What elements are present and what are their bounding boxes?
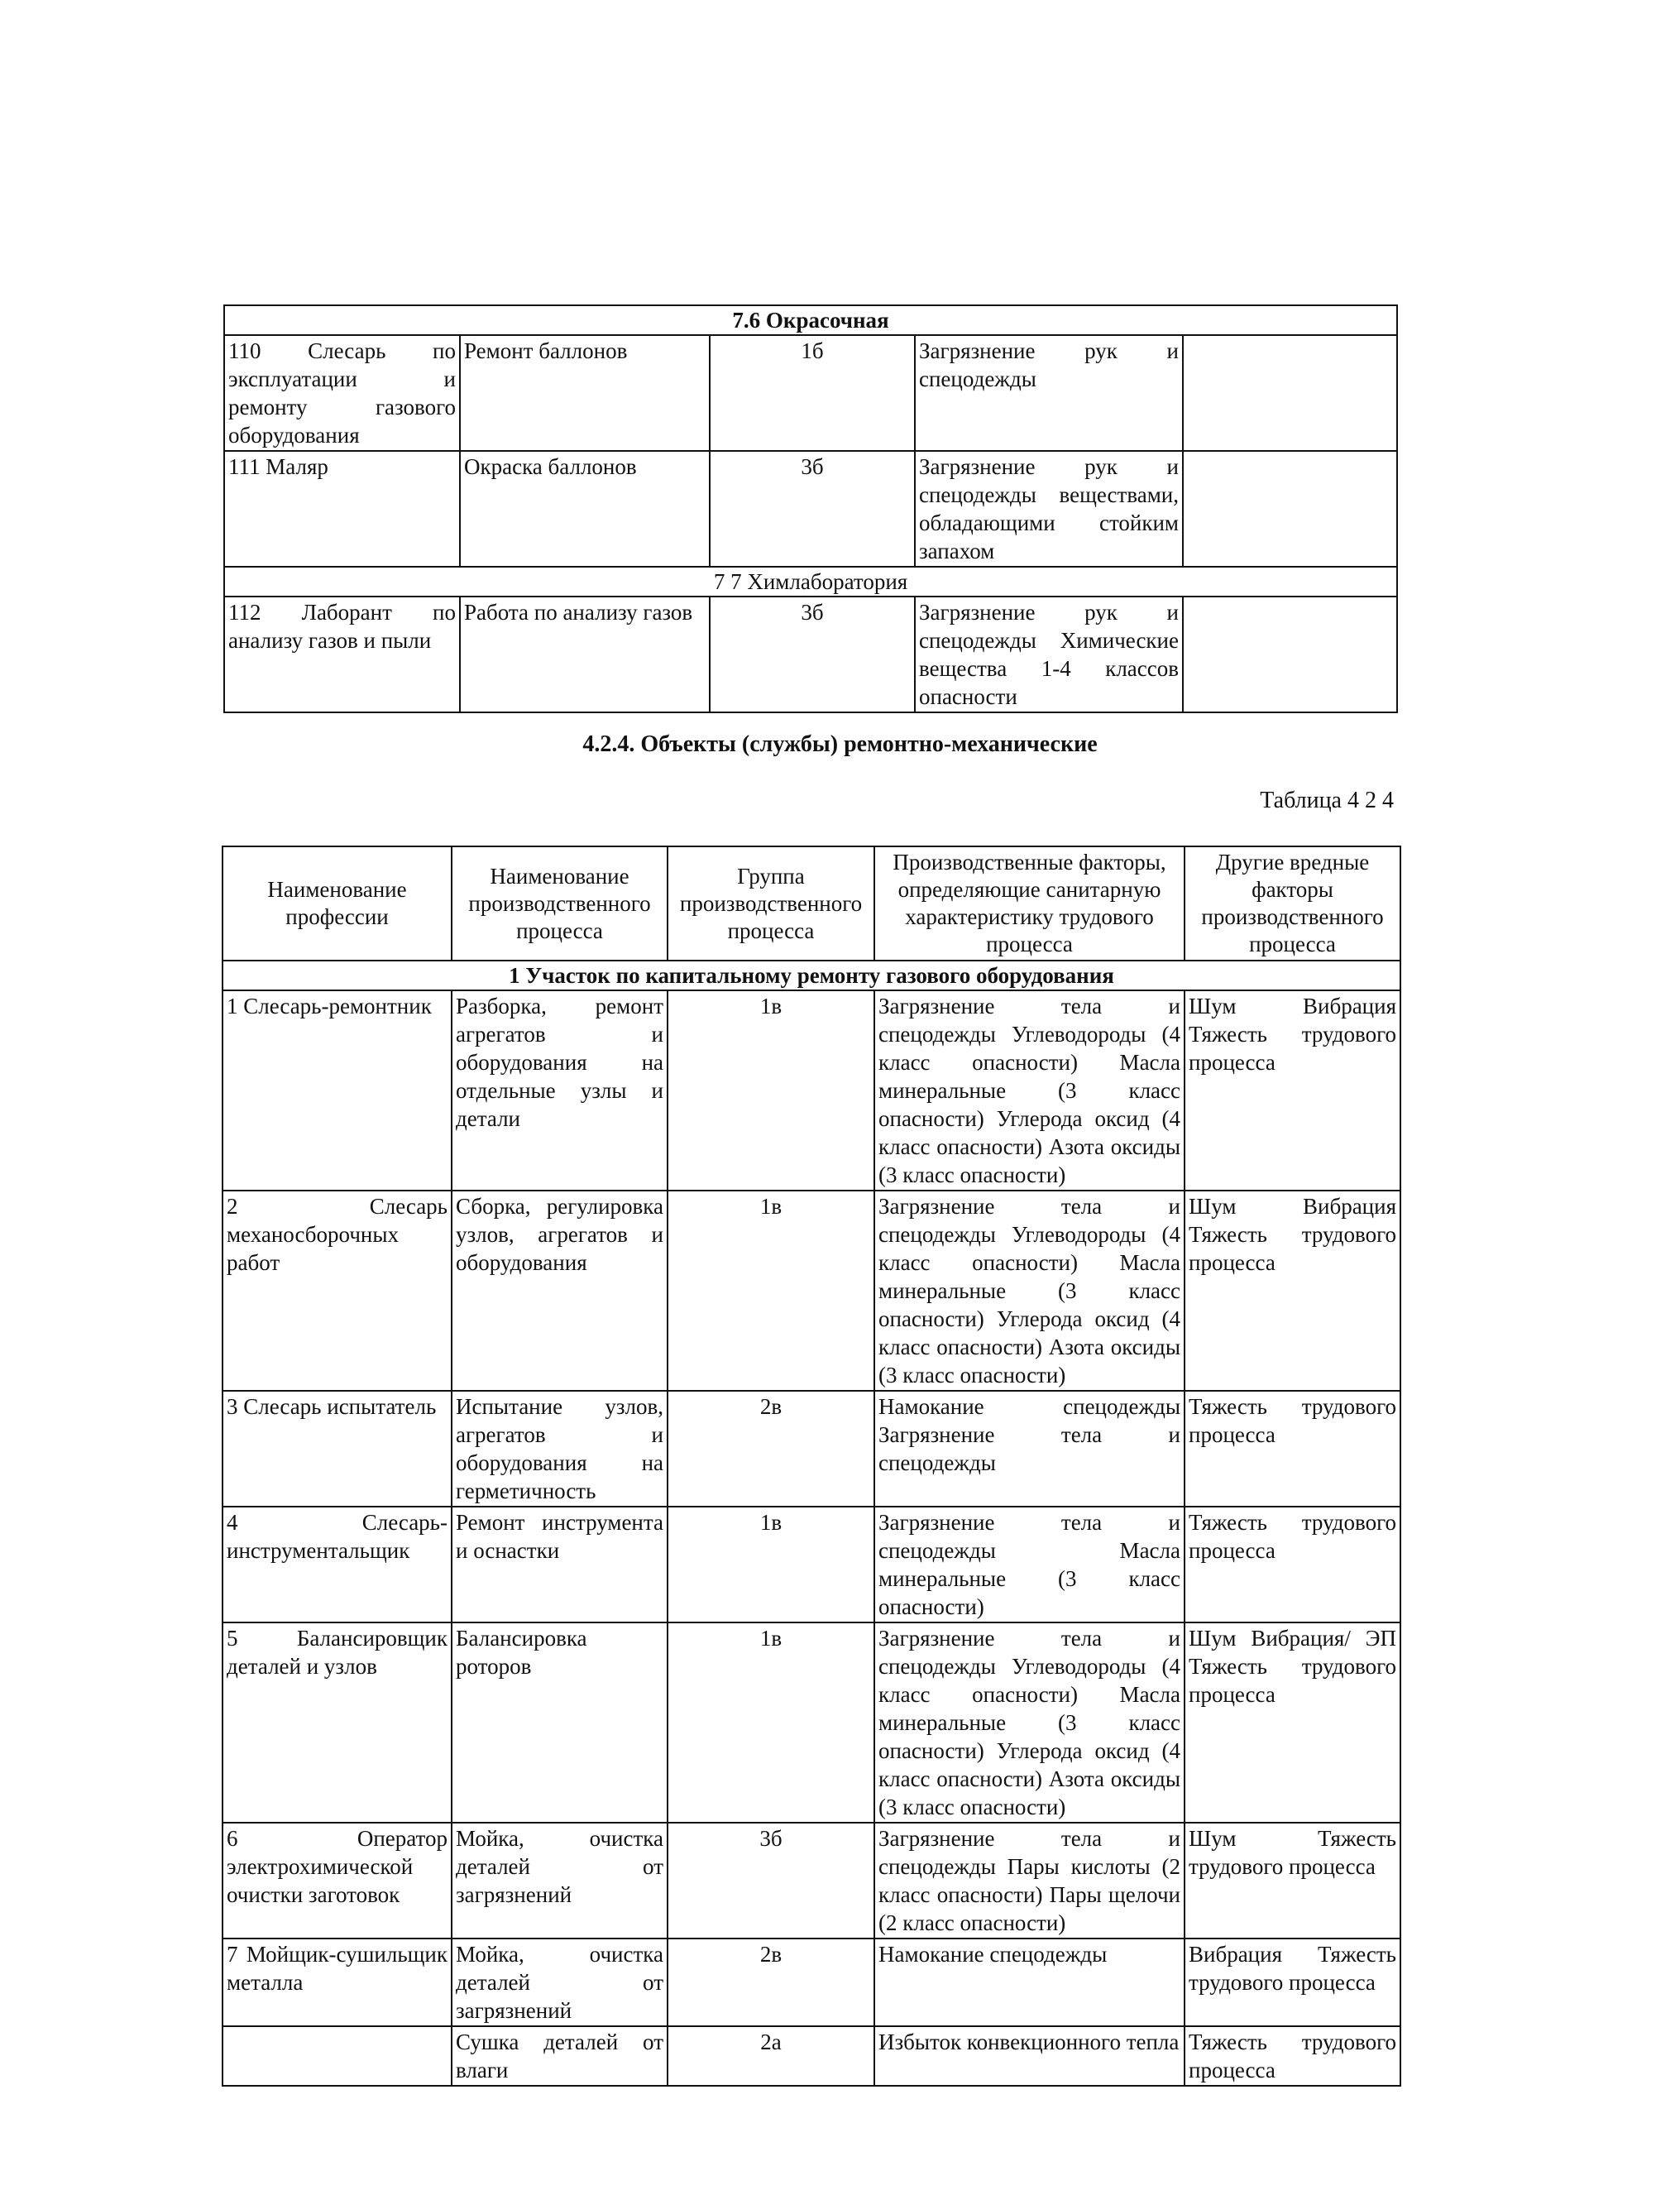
table-row xyxy=(223,1622,1400,1823)
section-title: 7 7 Химлаборатория xyxy=(224,567,1397,597)
cell-group: 3б xyxy=(710,597,915,712)
cell-factors: Загрязнение рук и спецодежды веществами, обладающими стойким запахом xyxy=(915,451,1183,567)
cell-other: Тяжесть трудового процесса xyxy=(1185,1507,1400,1622)
cell-profession: 7 Мойщик-сушильщик металла xyxy=(223,1939,452,2026)
header-profession: Наименование профессии xyxy=(223,846,452,961)
header-other: Другие вредные факторы производственного процесса xyxy=(1185,846,1400,961)
cell-process: Работа по анализу газов xyxy=(460,597,710,712)
table-row xyxy=(224,451,1397,567)
section-row xyxy=(223,961,1400,990)
cell-other: Шум Тяжесть трудового процесса xyxy=(1185,1823,1400,1939)
cell-process: Балансировка роторов xyxy=(452,1622,668,1823)
section-title: 7.6 Окрасочная xyxy=(224,305,1397,335)
cell-other xyxy=(1183,451,1397,567)
table-row xyxy=(223,1391,1400,1507)
table-row xyxy=(223,1939,1400,2026)
cell-profession: 2 Слесарь механосборочных работ xyxy=(223,1191,452,1391)
cell-factors: Загрязнение тела и спецодежды Углеводороды (4 класс опасности) Масла минеральные (3 класс опасности) Углерода оксид (4 класс опасности) Азота оксиды (3 класс опасности) xyxy=(874,1622,1185,1823)
table-row xyxy=(224,335,1397,451)
cell-profession: 1 Слесарь-ремонтник xyxy=(223,990,452,1191)
header-process: Наименование производственного процесса xyxy=(452,846,668,961)
section-title: 1 Участок по капитальному ремонту газового оборудования xyxy=(223,961,1400,990)
cell-group: 1б xyxy=(710,335,915,451)
section-heading: 4.2.4. Объекты (службы) ремонтно-механические xyxy=(582,731,1098,757)
cell-other: Шум Вибрация Тяжесть трудового процесса xyxy=(1185,1191,1400,1391)
cell-profession: 5 Балансировщик деталей и узлов xyxy=(223,1622,452,1823)
cell-other: Тяжесть трудового процесса xyxy=(1185,2026,1400,2086)
cell-group: 3б xyxy=(710,451,915,567)
header-factors: Производственные факторы, определяющие санитарную характеристику трудового процесса xyxy=(874,846,1185,961)
cell-profession: 110 Слесарь по эксплуатации и ремонту газового оборудования xyxy=(224,335,460,451)
table-row xyxy=(223,1507,1400,1622)
cell-profession: 3 Слесарь испытатель xyxy=(223,1391,452,1507)
cell-factors: Загрязнение тела и спецодежды Углеводороды (4 класс опасности) Масла минеральные (3 класс опасности) Углерода оксид (4 класс опасности) Азота оксиды (3 класс опасности) xyxy=(874,1191,1185,1391)
section-row xyxy=(224,305,1397,335)
cell-group: 1в xyxy=(668,1507,874,1622)
cell-factors: Загрязнение тела и спецодежды Углеводороды (4 класс опасности) Масла минеральные (3 класс опасности) Углерода оксид (4 класс опасности) Азота оксиды (3 класс опасности) xyxy=(874,990,1185,1191)
cell-group: 2в xyxy=(668,1939,874,2026)
section-row xyxy=(224,567,1397,597)
cell-other: Вибрация Тяжесть трудового процесса xyxy=(1185,1939,1400,2026)
header-group: Группа производственного процесса xyxy=(668,846,874,961)
table-row xyxy=(223,1191,1400,1391)
cell-factors: Намокание спецодежды Загрязнение тела и спецодежды xyxy=(874,1391,1185,1507)
cell-process: Мойка, очистка деталей от загрязнений xyxy=(452,1939,668,2026)
cell-other: Тяжесть трудового процесса xyxy=(1185,1391,1400,1507)
cell-other xyxy=(1183,597,1397,712)
table-caption: Таблица 4 2 4 xyxy=(1260,788,1394,813)
table-row xyxy=(223,990,1400,1191)
cell-factors: Загрязнение тела и спецодежды Масла минеральные (3 класс опасности) xyxy=(874,1507,1185,1622)
cell-other: Шум Вибрация/ ЭП Тяжесть трудового процесса xyxy=(1185,1622,1400,1823)
cell-profession xyxy=(223,2026,452,2086)
cell-profession: 6 Оператор электрохимической очистки заготовок xyxy=(223,1823,452,1939)
cell-group: 1в xyxy=(668,990,874,1191)
table-row xyxy=(224,597,1397,712)
cell-process: Ремонт инструмента и оснастки xyxy=(452,1507,668,1622)
table-4-2-4 xyxy=(222,846,1401,2087)
cell-profession: 4 Слесарь-инструментальщик xyxy=(223,1507,452,1622)
cell-profession: 112 Лаборант по анализу газов и пыли xyxy=(224,597,460,712)
cell-process: Сборка, регулировка узлов, агрегатов и оборудования xyxy=(452,1191,668,1391)
cell-other xyxy=(1183,335,1397,451)
cell-group: 3б xyxy=(668,1823,874,1939)
table-7-6 xyxy=(223,304,1398,713)
cell-factors: Загрязнение рук и спецодежды Химические вещества 1-4 классов опасности xyxy=(915,597,1183,712)
cell-factors: Загрязнение тела и спецодежды Пары кислоты (2 класс опасности) Пары щелочи (2 класс опасности) xyxy=(874,1823,1185,1939)
cell-group: 2в xyxy=(668,1391,874,1507)
cell-group: 2а xyxy=(668,2026,874,2086)
cell-other: Шум Вибрация Тяжесть трудового процесса xyxy=(1185,990,1400,1191)
cell-factors: Избыток конвекционного тепла xyxy=(874,2026,1185,2086)
table-row xyxy=(223,1823,1400,1939)
cell-process: Окраска баллонов xyxy=(460,451,710,567)
header-row xyxy=(223,846,1400,961)
cell-process: Мойка, очистка деталей от загрязнений xyxy=(452,1823,668,1939)
cell-factors: Загрязнение рук и спецодежды xyxy=(915,335,1183,451)
cell-group: 1в xyxy=(668,1622,874,1823)
cell-process: Разборка, ремонт агрегатов и оборудования на отдельные узлы и детали xyxy=(452,990,668,1191)
cell-group: 1в xyxy=(668,1191,874,1391)
cell-factors: Намокание спецодежды xyxy=(874,1939,1185,2026)
table-row xyxy=(223,2026,1400,2086)
cell-profession: 111 Маляр xyxy=(224,451,460,567)
cell-process: Сушка деталей от влаги xyxy=(452,2026,668,2086)
cell-process: Ремонт баллонов xyxy=(460,335,710,451)
cell-process: Испытание узлов, агрегатов и оборудования на герметичность xyxy=(452,1391,668,1507)
